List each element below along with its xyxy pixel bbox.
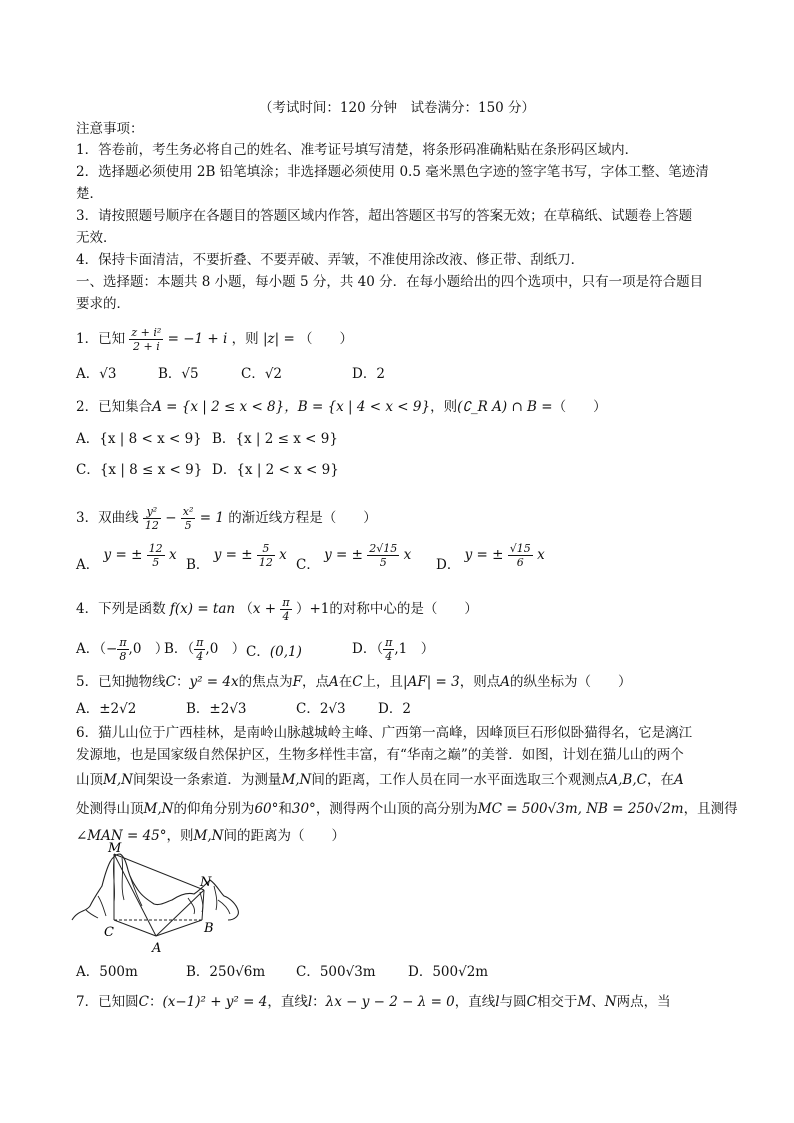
- q4-b-r: ,0 ）: [205, 641, 246, 657]
- q3-eq: = 1: [199, 510, 224, 526]
- q1-option-d: D．2: [352, 366, 385, 382]
- q3-option-c: [296, 542, 412, 573]
- q6-l5a: ，则: [166, 828, 194, 844]
- q7-colon2: ：: [312, 994, 326, 1010]
- mountain-outline: [72, 854, 238, 920]
- q3-d-frac: [508, 542, 533, 569]
- q1-mid: ，则: [231, 331, 259, 347]
- q5-option-a: A．±2√2: [76, 701, 137, 717]
- q6-mn-1: M,N: [103, 772, 133, 788]
- q3-d-label: D．: [436, 557, 461, 573]
- q7-t3: ，直线: [454, 994, 496, 1010]
- q6-option-d: D．500√2m: [408, 964, 489, 980]
- q4-b-l: （: [187, 641, 195, 657]
- q3-b-label: B．: [186, 557, 210, 573]
- line-ab: [156, 920, 202, 936]
- notice-item-2: 2．选择题必须使用 2B 铅笔填涂；非选择题必须使用 0.5 毫米黑色字迹的签字笔书写，字体工整、笔迹清: [76, 164, 709, 180]
- q7-circle: (x−1)² + y² = 4: [162, 994, 268, 1010]
- q6-l4c: ，测得两个山顶的高分别为: [315, 801, 478, 817]
- q4-arg-open: （: [239, 601, 253, 617]
- q3-c-frac: [367, 542, 399, 569]
- q4-d-num: π: [385, 636, 393, 649]
- q3-a-var: x: [168, 547, 177, 563]
- q3-fraction-1: [143, 505, 161, 532]
- question-3: [76, 505, 377, 532]
- q4-d-den: 4: [385, 650, 393, 663]
- q7-colon: ：: [148, 994, 163, 1010]
- q6-a: A: [673, 772, 684, 788]
- q4-arg-num: π: [282, 596, 290, 609]
- label-m: M: [108, 841, 122, 856]
- q5-option-d: D．2: [378, 701, 411, 717]
- section-heading: 一、选择题：本题共 8 小题，每小题 5 分，共 40 分．在每小题给出的四个选项中，只有一项是符合题目: [76, 274, 704, 290]
- notice-item-3-cont: 无效．: [76, 230, 117, 246]
- label-c: C: [104, 925, 114, 940]
- q5-t7: 的纵坐标为（ ）: [510, 674, 632, 690]
- q2-set-b: ，B = {x | 4 < x < 9}: [284, 399, 431, 415]
- q4-option-b: [164, 636, 245, 663]
- q4-d-label: D．: [352, 641, 377, 657]
- q5-t4: 在: [338, 674, 353, 690]
- q6-line-4: [76, 799, 738, 819]
- q3-a-pre: y = ±: [103, 547, 143, 563]
- q6-line-1: 6．猫儿山位于广西桂林，是南岭山脉越城岭主峰、广西第一高峰，因峰顶巨石形似卧猫得名，它是漓江: [76, 725, 693, 741]
- q6-l3d: ，在: [646, 772, 674, 788]
- q3-b-frac: [257, 542, 275, 569]
- q3-a-label: A．: [76, 557, 100, 573]
- q6-option-a: A．500m: [76, 964, 138, 980]
- question-5: [76, 672, 632, 692]
- q3-minus: −: [165, 510, 177, 526]
- q4-a-num: π: [119, 636, 127, 649]
- q6-deg60: 60°: [254, 801, 279, 817]
- q3-c-label: C．: [296, 557, 320, 573]
- q4-suffix: +1的对称中心的是（ ）: [309, 601, 478, 617]
- q3-a-den: 5: [152, 556, 160, 569]
- q3-f2-den: 5: [184, 519, 192, 532]
- q1-fraction: [129, 326, 163, 353]
- q4-c-label: C．: [246, 644, 270, 660]
- q4-c-value: (0,1): [269, 644, 302, 660]
- q3-c-den: 5: [379, 556, 387, 569]
- q6-deg30: 30°: [291, 801, 316, 817]
- q5-colon: ：: [175, 674, 190, 690]
- q1-option-a: A．√3: [76, 366, 117, 382]
- q4-d-frac: [383, 636, 394, 663]
- q6-abc: A,B,C: [608, 772, 647, 788]
- q4-option-c: [246, 642, 302, 662]
- q7-line: λx − y − 2 − λ = 0: [325, 994, 455, 1010]
- q1-numerator: z + i²: [131, 326, 162, 339]
- q3-d-num: √15: [509, 542, 531, 555]
- q7-l: l: [307, 994, 313, 1010]
- q3-c-var: x: [403, 547, 412, 563]
- q5-t6: ，则点: [459, 674, 501, 690]
- q2-mid: ，则: [430, 399, 458, 415]
- q6-l4b: 的仰角分别为: [173, 801, 255, 817]
- q1-abs: |z| =: [262, 331, 295, 347]
- q3-c-pre: y = ±: [324, 547, 363, 563]
- q4-a-den: 8: [119, 650, 127, 663]
- q5-eq: y² = 4x: [189, 674, 239, 690]
- q6-l4a: 处测得山顶: [76, 801, 144, 817]
- q2-option-d: D．{x | 2 < x < 9}: [212, 462, 339, 478]
- q3-option-a: [76, 542, 177, 573]
- q6-and: 和: [278, 801, 292, 817]
- line-mn: [114, 854, 204, 890]
- q5-a: A: [328, 674, 339, 690]
- q5-a2: A: [500, 674, 510, 690]
- q3-prefix: 3．双曲线: [76, 510, 139, 526]
- q4-b-frac: [194, 636, 205, 663]
- q5-t5: 上，且: [362, 674, 404, 690]
- q4-option-a: [76, 636, 168, 663]
- q6-line-2: 发源地，也是国家级自然保护区，生物多样性丰富，有“华南之巅”的美誉．如图，计划在猫儿山的两个: [76, 747, 684, 763]
- q2-option-c: C．{x | 8 ≤ x < 9}: [76, 462, 203, 478]
- q5-t3: ，点: [301, 674, 329, 690]
- q3-f2-num: x²: [182, 505, 194, 518]
- q3-b-num: 5: [257, 542, 275, 556]
- section-heading-cont: 要求的．: [76, 296, 130, 312]
- q6-option-b: B．250√6m: [186, 964, 266, 980]
- label-a: A: [152, 941, 162, 956]
- q5-option-b: B．±2√3: [186, 701, 247, 717]
- question-7: [76, 992, 671, 1012]
- q3-c-num: 2√15: [369, 542, 398, 555]
- q6-option-c: C．500√3m: [296, 964, 376, 980]
- question-2: [76, 397, 607, 417]
- q4-arg-var: x +: [252, 601, 277, 617]
- q7-m: M: [577, 994, 592, 1010]
- q7-sep: 、: [591, 994, 605, 1010]
- q1-prefix: 1．已知: [76, 331, 126, 347]
- q1-denominator: 2 + i: [132, 340, 160, 353]
- q4-arg-den: 4: [282, 610, 290, 623]
- q4-b-label: B．: [164, 641, 188, 657]
- q4-arg-close: ）: [295, 601, 310, 617]
- q6-l3a: 山顶: [76, 772, 103, 788]
- q3-fraction-2: [181, 505, 196, 532]
- notice-title: 注意事项：: [76, 121, 144, 137]
- q3-option-d: [436, 542, 545, 573]
- q3-suffix: 的渐近线方程是（ ）: [228, 510, 377, 526]
- notice-item-4: 4．保持卡面清洁，不要折叠、不要弄破、弄皱，不准使用涂改液、修正带、刮纸刀．: [76, 252, 585, 268]
- q7-c: C: [138, 994, 149, 1010]
- exam-header: （考试时间：120 分钟 试卷满分：150 分）: [258, 100, 536, 116]
- q2-expr: (∁_R A) ∩ B =: [457, 399, 553, 415]
- q6-l5b: 间的距离为（ ）: [223, 828, 345, 844]
- q7-l2: l: [495, 994, 500, 1010]
- q3-a-num: 12: [148, 542, 163, 555]
- q4-b-den: 4: [196, 650, 204, 663]
- q4-a-r: ,0 ）: [128, 641, 169, 657]
- line-ca: [114, 920, 156, 936]
- q5-af: |AF| = 3: [403, 674, 460, 690]
- notice-item-3: 3．请按照题号顺序在各题目的答题区域内作答，超出答题区书写的答案无效；在草稿纸、试题卷上答题: [76, 208, 693, 224]
- q6-mountain-figure: [68, 840, 248, 960]
- q3-d-den: 6: [516, 556, 524, 569]
- q6-mn-4: M,N: [193, 828, 224, 844]
- q3-a-frac: [147, 542, 165, 569]
- q6-l4d: ，且测得: [683, 801, 738, 817]
- q6-mn-2: M,N: [281, 772, 312, 788]
- q6-line-3: [76, 770, 684, 790]
- q3-b-den: 12: [258, 556, 273, 569]
- q7-c2: C: [526, 994, 537, 1010]
- q6-mn-3: M,N: [143, 801, 174, 817]
- q5-f: F: [292, 674, 302, 690]
- q4-a-label: A．: [76, 641, 100, 657]
- q4-prefix: 4．下列是函数: [76, 601, 166, 617]
- line-na: [156, 890, 204, 936]
- q3-d-pre: y = ±: [464, 547, 504, 563]
- q5-c2: C: [352, 674, 363, 690]
- q4-arg-frac: [280, 596, 291, 623]
- q3-d-var: x: [537, 547, 545, 563]
- q7-t4: 与圆: [499, 994, 527, 1010]
- q4-d-l: （: [376, 641, 384, 657]
- q4-option-d: [352, 636, 434, 663]
- q5-c: C: [165, 674, 176, 690]
- q4-d-r: ,1 ）: [394, 641, 435, 657]
- q4-a-sign: −: [106, 641, 118, 657]
- q7-t6: 两点，当: [616, 994, 671, 1010]
- q5-t1: 5．已知抛物线: [76, 674, 166, 690]
- notice-item-2-cont: 楚．: [76, 186, 103, 202]
- q7-t5: 相交于: [536, 994, 578, 1010]
- q6-angle: ∠MAN = 45°: [76, 828, 167, 844]
- label-b: B: [204, 921, 214, 936]
- q4-a-frac: [117, 636, 128, 663]
- line-ma: [114, 854, 156, 936]
- q1-equation-rhs: = −1 + i: [167, 331, 228, 347]
- q7-t2: ，直线: [267, 994, 308, 1010]
- q7-t1: 7．已知圆: [76, 994, 139, 1010]
- q2-set-a: A = {x | 2 ≤ x < 8}: [152, 399, 285, 415]
- q1-option-c: C．√2: [241, 366, 283, 382]
- q2-paren: （ ）: [552, 399, 607, 415]
- notice-item-1: 1．答卷前，考生务必将自己的姓名、准考证号填写清楚，将条形码准确粘贴在条形码区域内．: [76, 142, 639, 158]
- q3-f1-den: 12: [144, 519, 159, 532]
- q5-t2: 的焦点为: [238, 674, 293, 690]
- q1-option-b: B．√5: [158, 366, 199, 382]
- q5-option-c: C．2√3: [296, 701, 346, 717]
- q1-paren: （ ）: [299, 331, 354, 347]
- q3-b-pre: y = ±: [213, 547, 253, 563]
- question-4: [76, 596, 478, 623]
- question-1: [76, 326, 353, 353]
- label-n: N: [200, 875, 212, 890]
- q3-f1-num: y²: [143, 505, 161, 519]
- q3-b-var: x: [279, 547, 287, 563]
- q6-l3c: 间的距离，工作人员在同一水平面选取三个观测点: [311, 772, 609, 788]
- q2-option-a: A．{x | 8 < x < 9}: [76, 431, 202, 447]
- q2-option-b: B．{x | 2 ≤ x < 9}: [212, 431, 338, 447]
- q6-heights: MC = 500√3m, NB = 250√2m: [477, 801, 684, 817]
- q4-a-l: （: [99, 641, 106, 657]
- q7-n: N: [604, 994, 617, 1010]
- q6-l3b: 间架设一条索道．为测量: [132, 772, 282, 788]
- q2-prefix: 2．已知集合: [76, 399, 153, 415]
- q3-option-b: [186, 542, 287, 573]
- q4-b-num: π: [196, 636, 204, 649]
- q4-func: f(x) = tan: [169, 601, 236, 617]
